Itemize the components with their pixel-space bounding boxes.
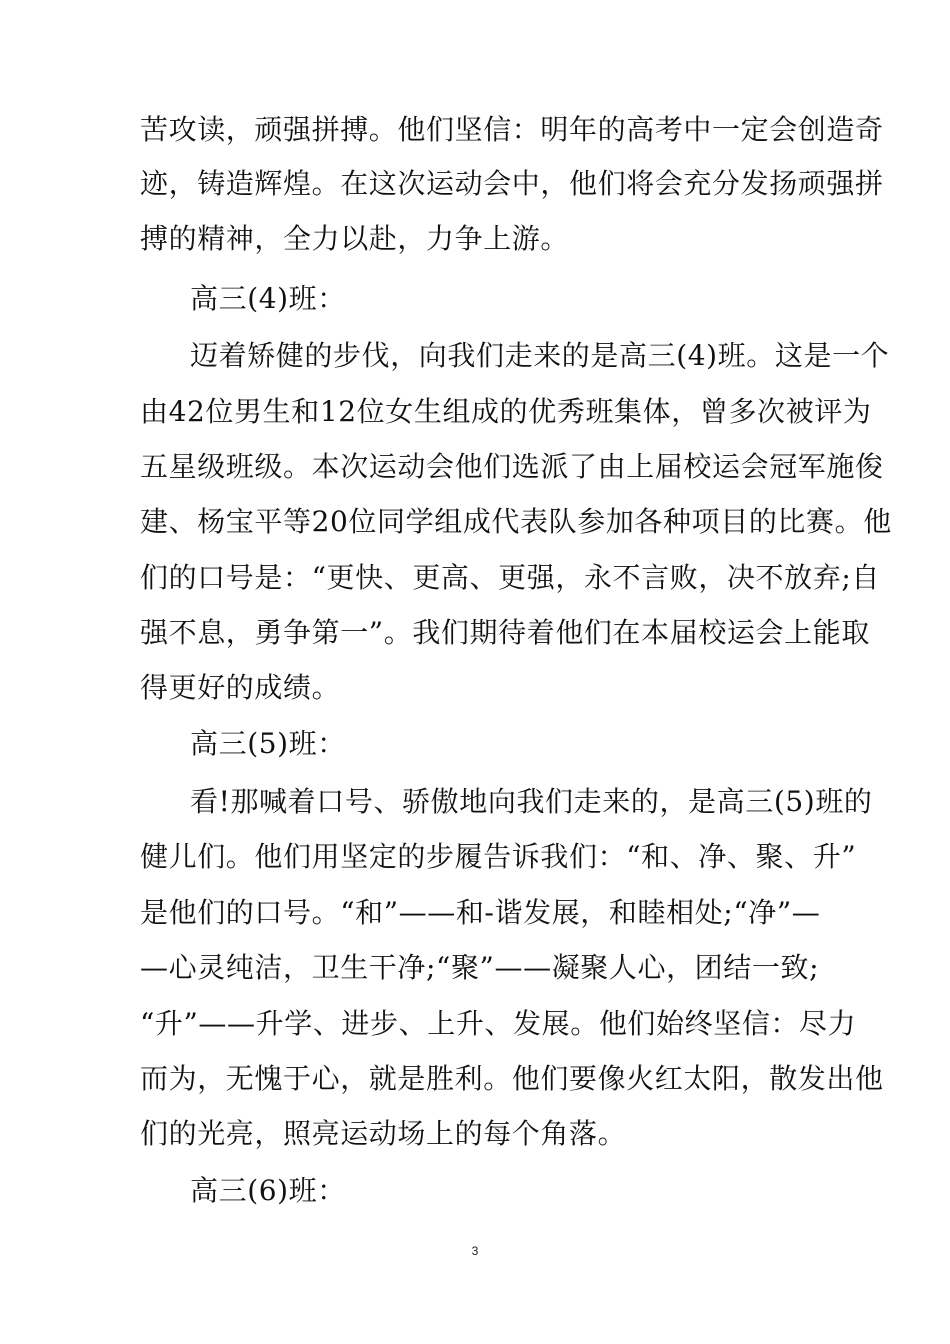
paragraph-line: 看!那喊着口号、骄傲地向我们走来的，是高三(5)班的 <box>190 785 873 818</box>
page-number: 3 <box>471 1244 479 1258</box>
paragraph-line: 而为，无愧于心，就是胜利。他们要像火红太阳，散发出他 <box>140 1062 884 1095</box>
paragraph-line: 建、杨宝平等20位同学组成代表队参加各种项目的比赛。他 <box>140 505 892 538</box>
section-heading-class-5: 高三(5)班： <box>190 727 346 760</box>
section-heading-class-4: 高三(4)班： <box>190 282 346 315</box>
section-heading-class-6: 高三(6)班： <box>190 1174 346 1207</box>
paragraph-line: 迈着矫健的步伐，向我们走来的是高三(4)班。这是一个 <box>190 339 890 372</box>
paragraph-line: 五星级班级。本次运动会他们选派了由上届校运会冠军施俊 <box>140 450 884 483</box>
paragraph-line: 得更好的成绩。 <box>140 671 341 704</box>
paragraph-line: 苦攻读，顽强拼搏。他们坚信：明年的高考中一定会创造奇 <box>140 113 884 146</box>
paragraph-line: 是他们的口号。“和”——和-谐发展，和睦相处;“净”— <box>140 896 821 929</box>
paragraph-line: 健儿们。他们用坚定的步履告诉我们：“和、净、聚、升” <box>140 840 857 873</box>
paragraph-line: 们的口号是：“更快、更高、更强，永不言败，决不放弃;自 <box>140 561 880 594</box>
paragraph-line: 由42位男生和12位女生组成的优秀班集体，曾多次被评为 <box>140 395 872 428</box>
paragraph-line: 强不息，勇争第一”。我们期待着他们在本届校运会上能取 <box>140 616 870 649</box>
paragraph-line: “升”——升学、进步、上升、发展。他们始终坚信：尽力 <box>140 1007 857 1040</box>
paragraph-line: 迹，铸造辉煌。在这次运动会中，他们将会充分发扬顽强拼 <box>140 167 884 200</box>
paragraph-line: 们的光亮，照亮运动场上的每个角落。 <box>140 1117 627 1150</box>
paragraph-line: —心灵纯洁，卫生干净;“聚”——凝聚人心，团结一致; <box>140 951 820 984</box>
paragraph-line: 搏的精神，全力以赴，力争上游。 <box>140 222 570 255</box>
